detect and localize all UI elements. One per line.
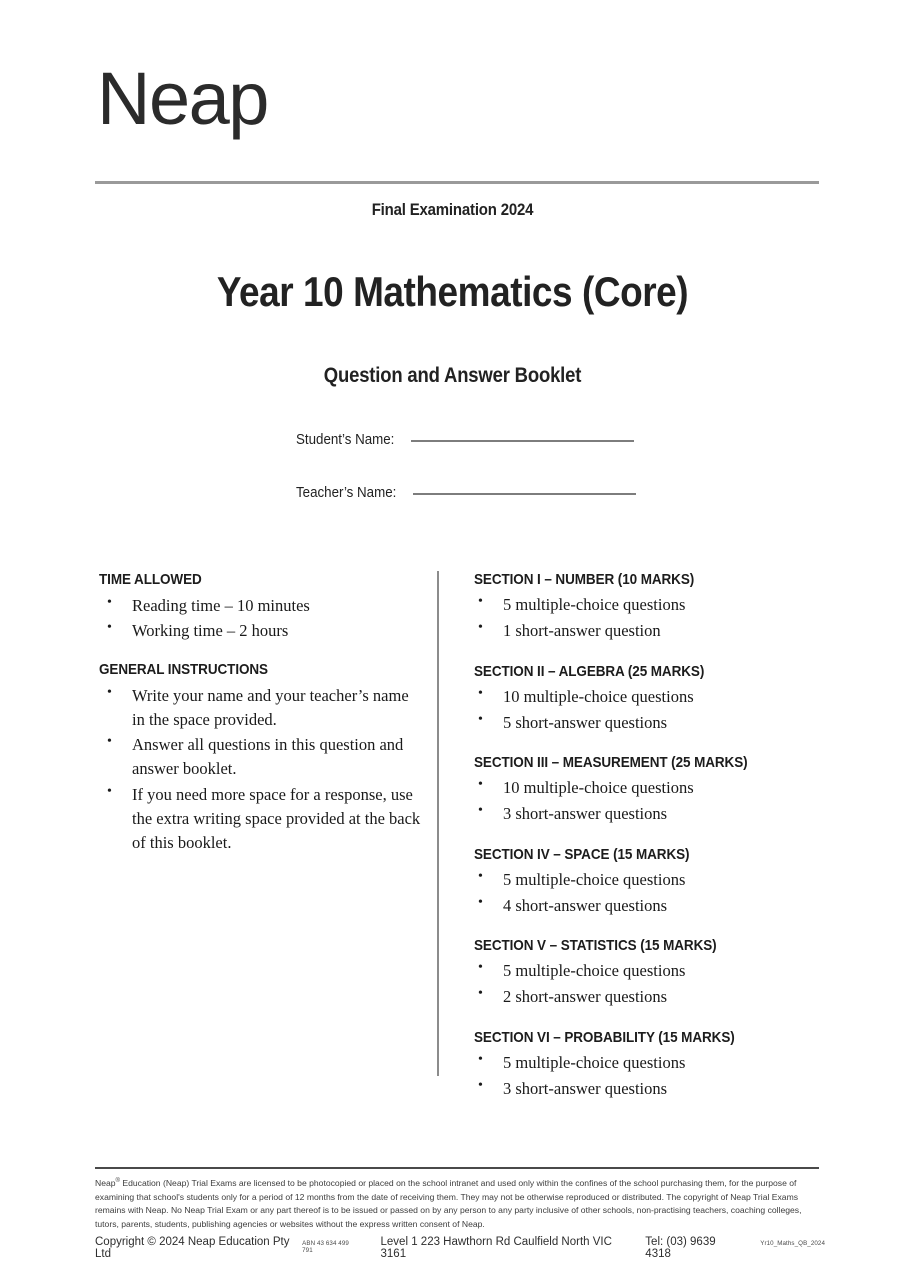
address-text: Level 1 223 Hawthorn Rd Caulfield North VIC 3161 bbox=[380, 1236, 612, 1260]
section-block-2 bbox=[474, 663, 804, 736]
list-item: • Reading time – 10 minutes bbox=[99, 594, 424, 618]
footer-company-line bbox=[95, 1236, 825, 1260]
footer-divider bbox=[95, 1167, 819, 1169]
general-instructions-list bbox=[99, 684, 424, 856]
section-block-4 bbox=[474, 846, 804, 919]
section-heading: SECTION VI – PROBABILITY (15 MARKS) bbox=[474, 1028, 735, 1046]
instructions-column bbox=[99, 571, 424, 872]
section-item-list bbox=[474, 1051, 804, 1102]
sections-column bbox=[474, 571, 804, 1120]
list-item: • 5 multiple-choice questions bbox=[474, 593, 804, 617]
list-item: • 5 multiple-choice questions bbox=[474, 1051, 804, 1075]
section-heading: SECTION I – NUMBER (10 MARKS) bbox=[474, 571, 695, 588]
section-heading: SECTION III – MEASUREMENT (25 MARKS) bbox=[474, 754, 748, 771]
teacher-name-input-rule[interactable] bbox=[413, 493, 636, 495]
section-item-list bbox=[474, 685, 804, 736]
section-heading: SECTION II – ALGEBRA (25 MARKS) bbox=[474, 662, 705, 680]
copyright-text: Copyright © 2024 Neap Education Pty Ltd bbox=[95, 1236, 290, 1260]
student-name-label: Student’s Name: bbox=[296, 432, 395, 448]
list-item: • 10 multiple-choice questions bbox=[474, 685, 804, 709]
exam-session-label: Final Examination 2024 bbox=[371, 200, 534, 219]
section-block-1 bbox=[474, 571, 804, 644]
telephone-text: Tel: (03) 9639 4318 bbox=[645, 1236, 716, 1260]
list-item: • 2 short-answer questions bbox=[474, 985, 804, 1009]
section-heading: SECTION IV – SPACE (15 MARKS) bbox=[474, 845, 690, 863]
registered-trademark-icon: ® bbox=[115, 1178, 120, 1185]
section-block-6 bbox=[474, 1029, 804, 1102]
section-item-list bbox=[474, 776, 804, 827]
list-item: • 4 short-answer questions bbox=[474, 894, 804, 918]
page-title: Year 10 Mathematics (Core) bbox=[216, 268, 689, 315]
student-name-field[interactable] bbox=[296, 432, 634, 448]
neap-logo: Neap bbox=[97, 57, 268, 140]
section-item-list bbox=[474, 959, 804, 1010]
document-code: Yr10_Maths_QB_2024 bbox=[760, 1240, 825, 1247]
section-item-list bbox=[474, 593, 804, 644]
time-allowed-heading: TIME ALLOWED bbox=[99, 571, 202, 588]
list-item: • Answer all questions in this question and answer booklet. bbox=[99, 733, 424, 782]
licence-paragraph bbox=[95, 1177, 825, 1231]
list-item: • 5 short-answer questions bbox=[474, 711, 804, 735]
student-name-input-rule[interactable] bbox=[411, 440, 634, 442]
teacher-name-field[interactable] bbox=[296, 485, 636, 501]
section-block-5 bbox=[474, 937, 804, 1010]
list-item: • 1 short-answer question bbox=[474, 619, 804, 643]
list-item: • 3 short-answer questions bbox=[474, 802, 804, 826]
general-instructions-heading: GENERAL INSTRUCTIONS bbox=[99, 660, 268, 678]
page-subtitle: Question and Answer Booklet bbox=[323, 364, 582, 387]
list-item: • 5 multiple-choice questions bbox=[474, 959, 804, 983]
licence-body: Education (Neap) Trial Exams are licensed to be photocopied or placed on the school intranet and used only within the confines of the school purchasing them, for the purpose of examining that school's students only for a period of 12 months from the date of receiving them. They may not be otherwise reproduced or distributed. The copyright of Neap Trial Exams remains with Neap. No Neap Trial Exam or any part thereof is to be issued or passed on by any person to any party inclusive of other schools, non-practising teachers, coaching colleges, tutors, parents, students, publishing agencies or websites without the express written consent of Neap. bbox=[95, 1178, 802, 1229]
teacher-name-label: Teacher’s Name: bbox=[296, 485, 397, 501]
list-item: • Write your name and your teacher’s name in the space provided. bbox=[99, 684, 424, 733]
list-item: • If you need more space for a response, use the extra writing space provided at the back of this booklet. bbox=[99, 783, 424, 856]
list-item: • 3 short-answer questions bbox=[474, 1077, 804, 1101]
header-divider bbox=[95, 181, 819, 184]
footer-licence-notice bbox=[95, 1177, 825, 1231]
list-item: • 10 multiple-choice questions bbox=[474, 776, 804, 800]
section-block-3 bbox=[474, 754, 804, 827]
section-heading: SECTION V – STATISTICS (15 MARKS) bbox=[474, 937, 717, 954]
section-item-list bbox=[474, 868, 804, 919]
time-allowed-list bbox=[99, 594, 424, 644]
list-item: • 5 multiple-choice questions bbox=[474, 868, 804, 892]
column-divider bbox=[437, 571, 439, 1076]
abn-text: ABN 43 634 499 791 bbox=[302, 1240, 349, 1254]
licence-brand: Neap bbox=[95, 1178, 116, 1188]
list-item: • Working time – 2 hours bbox=[99, 619, 424, 643]
